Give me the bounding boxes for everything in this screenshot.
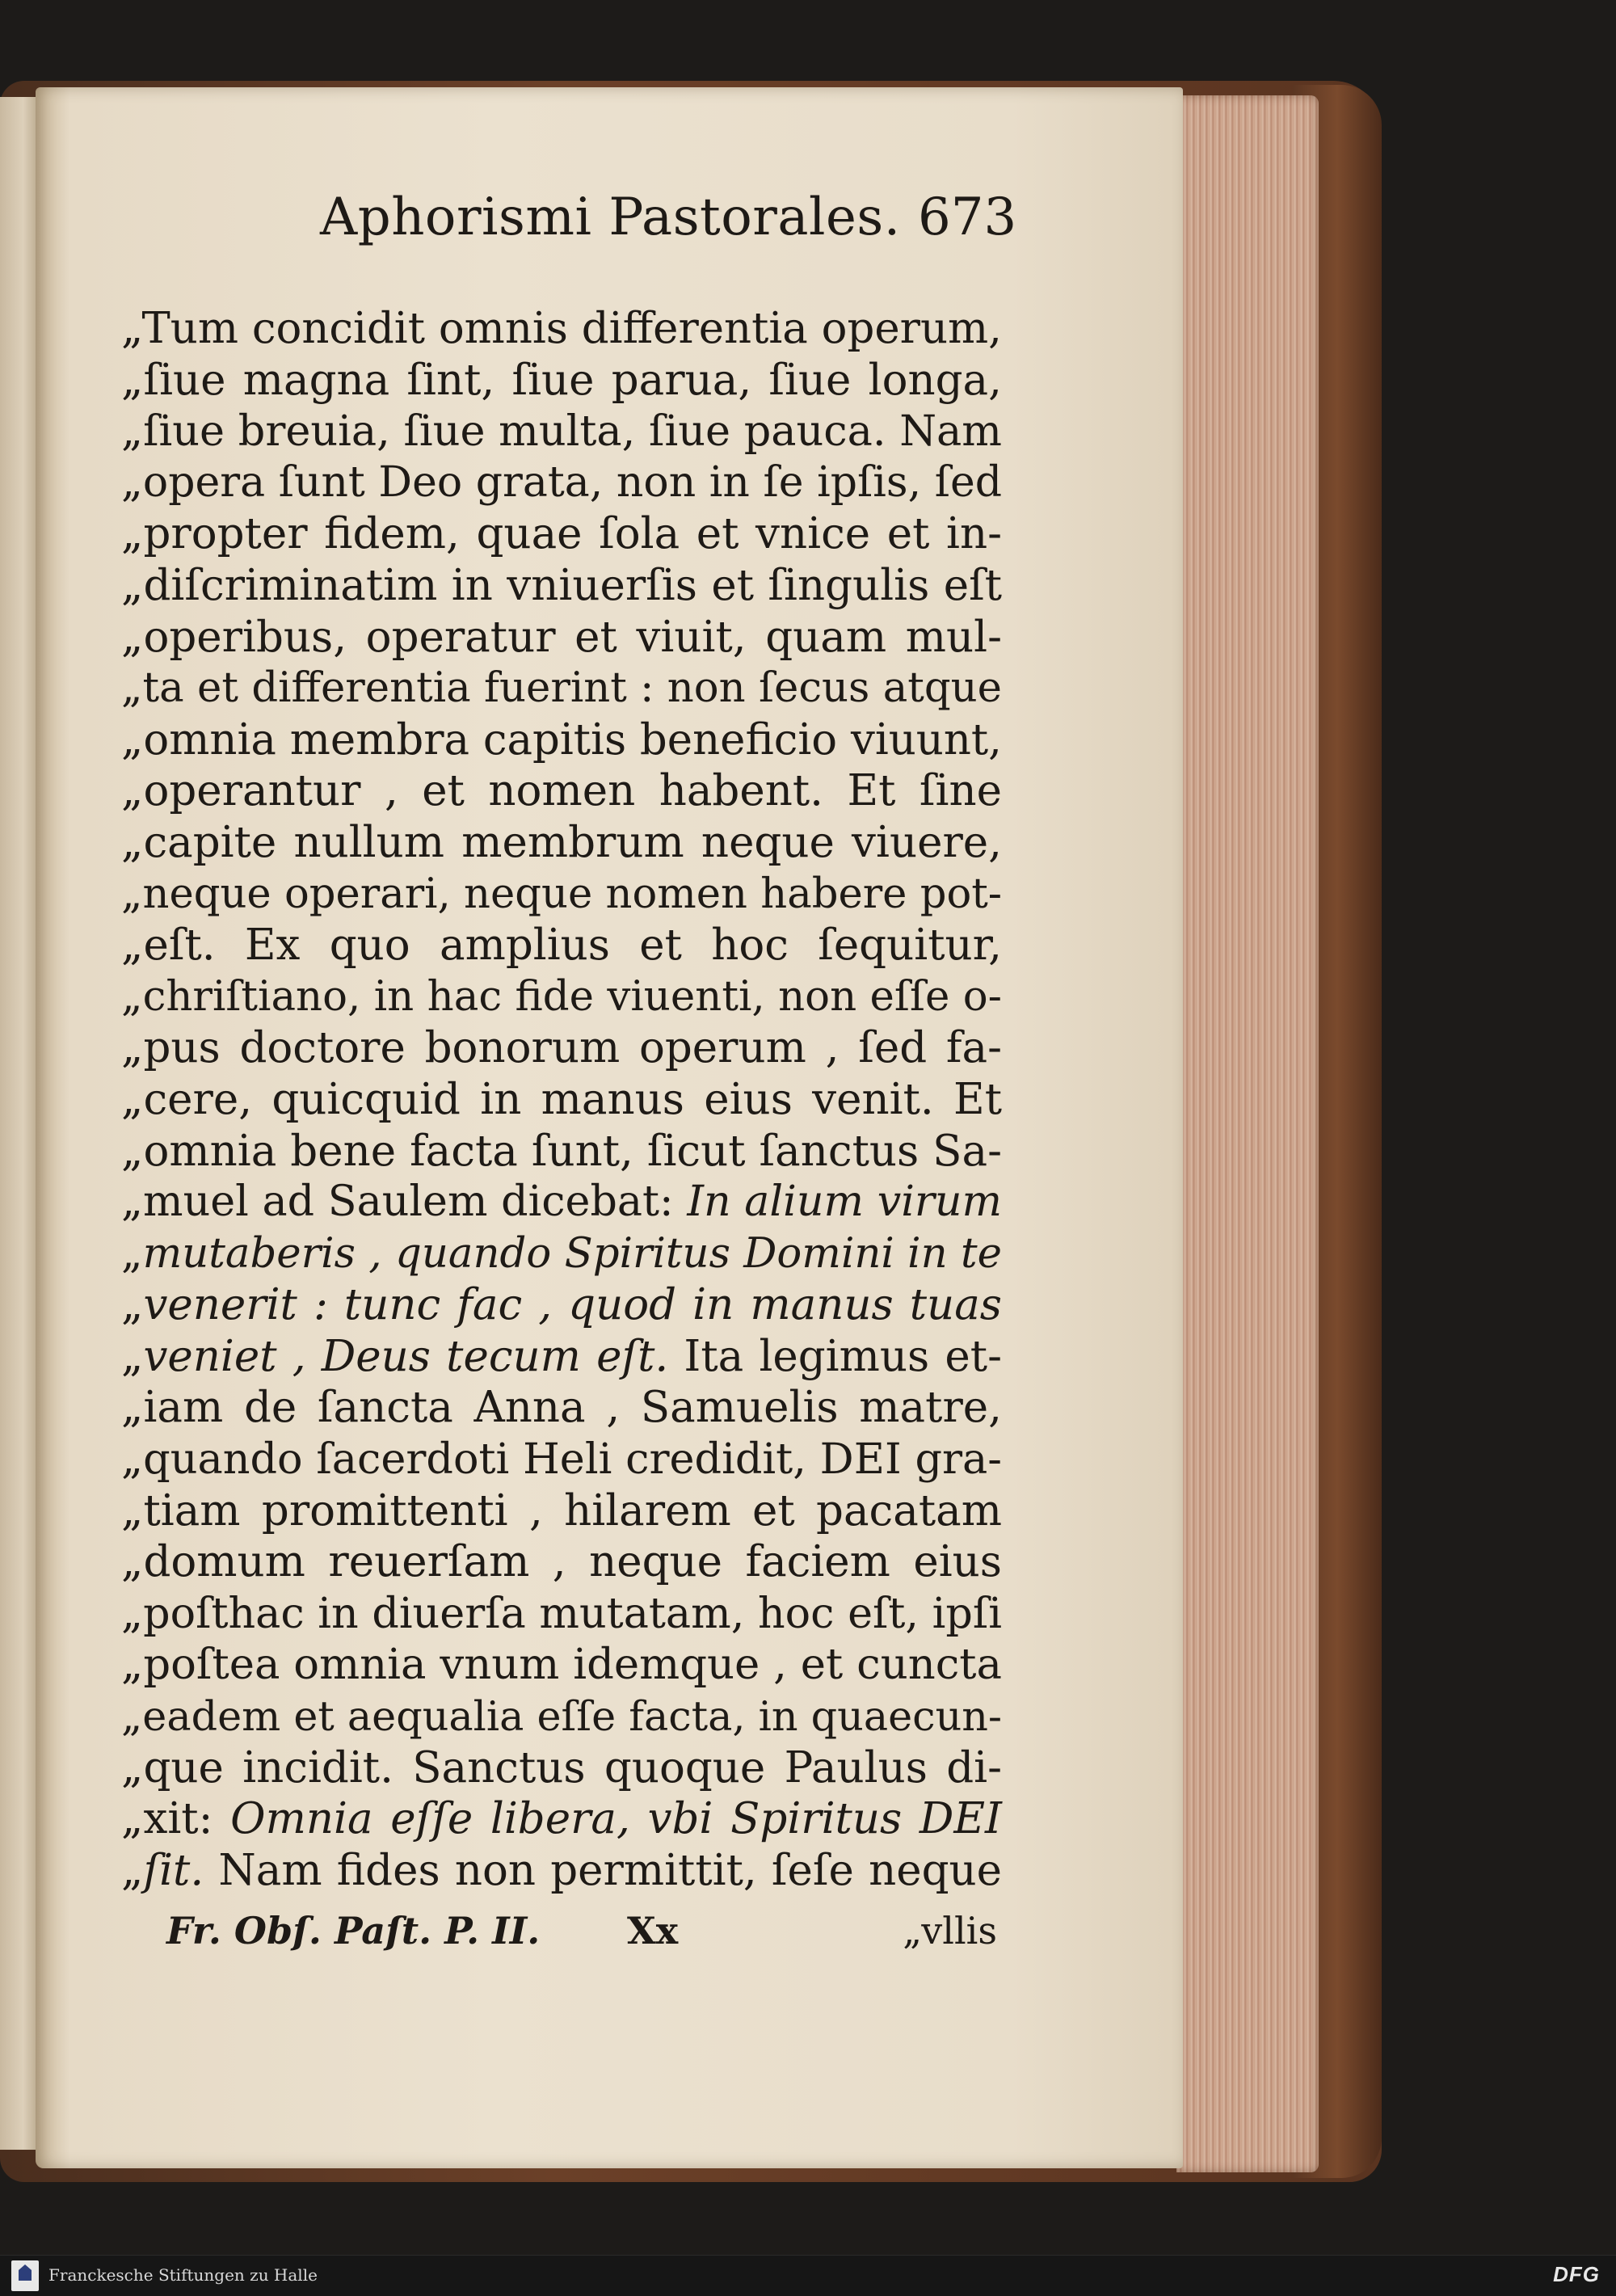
- text-segment: „poſthac in diuerſa mutatam, hoc eſt, ipſi: [121, 1588, 1002, 1638]
- text-segment: „: [121, 1280, 144, 1330]
- institution-logo-icon: [11, 2260, 39, 2291]
- text-line: [121, 663, 1002, 714]
- text-line: [121, 612, 1002, 664]
- text-line: [121, 1177, 1002, 1228]
- text-line: [121, 817, 1002, 869]
- text-line: [121, 920, 1002, 971]
- text-segment: „xit:: [121, 1794, 231, 1844]
- text-segment: „poſtea omnia vnum idemque , et cuncta: [121, 1640, 1002, 1690]
- text-segment: „ta et differentia fuerint : non ſecus atque: [121, 664, 1002, 713]
- text-line: [121, 1536, 1002, 1588]
- text-segment: „opera ſunt Deo grata, non in ſe ipſis, ſed: [121, 457, 1002, 507]
- text-segment: „eſt. Ex quo amplius et hoc ſequitur,: [121, 921, 1002, 971]
- page-edges: [1176, 95, 1319, 2172]
- text-line: [121, 765, 1002, 817]
- text-line: [121, 1639, 1002, 1691]
- text-segment: „: [121, 1331, 144, 1381]
- text-segment: „cere, quicquid in manus eius venit. Et: [121, 1074, 1002, 1124]
- text-segment: „pus doctore bonorum operum , ſed fa-: [121, 1023, 1002, 1073]
- text-segment: Nam fides non permittit, ſeſe neque: [204, 1845, 1002, 1895]
- text-segment: „: [121, 1845, 144, 1895]
- text-segment: „omnia bene facta ſunt, ſicut ſanctus Sa-: [121, 1126, 1002, 1176]
- text-segment: „Tum concidit omnis differentia operum,: [121, 304, 1002, 353]
- text-line: [121, 1434, 1002, 1485]
- text-line: [121, 508, 1002, 560]
- text-line: [121, 1588, 1002, 1640]
- text-segment: „capite nullum membrum neque viuere,: [121, 817, 1002, 867]
- running-head: Aphorismi Pastorales.: [320, 187, 901, 247]
- text-line: [121, 1742, 1002, 1794]
- text-segment: „neque operari, neque nomen habere pot-: [121, 870, 1003, 918]
- text-segment: „omnia membra capitis beneficio viuunt,: [121, 714, 1002, 765]
- text-line: [121, 714, 1002, 766]
- text-segment: Ita legimus et-: [668, 1331, 1002, 1381]
- catchword: „vllis: [903, 1909, 997, 1953]
- text-segment: „muel ad Saulem dicebat:: [121, 1177, 688, 1227]
- institution-name: Franckesche Stiftungen zu Halle: [48, 2265, 318, 2285]
- text-segment: In alium virum: [687, 1177, 1002, 1227]
- text-segment: „tiam promittenti , hilarem et pacatam: [121, 1485, 1002, 1536]
- text-segment: ſit.: [143, 1845, 204, 1895]
- text-segment: „operantur , et nomen habent. Et ſine: [121, 766, 1002, 816]
- text-line: [121, 971, 1002, 1023]
- text-line: [121, 1845, 1002, 1897]
- text-line: [121, 406, 1002, 457]
- text-segment: mutaberis , quando Spiritus Domini in te: [142, 1228, 1002, 1278]
- page-number: 673: [918, 187, 1017, 247]
- text-line: [121, 1382, 1002, 1434]
- text-line: [121, 1691, 1002, 1742]
- text-segment: „iam de ſancta Anna , Samuelis matre,: [121, 1383, 1002, 1433]
- text-segment: „quando ſacerdoti Heli credidit, DEI gra-: [121, 1434, 1002, 1485]
- text-segment: veniet , Deus tecum eſt.: [143, 1331, 669, 1381]
- viewer-footer-bar: [0, 2255, 1616, 2296]
- text-line: [121, 303, 1002, 355]
- page-footer: [166, 1909, 997, 1957]
- text-line: [121, 560, 1002, 612]
- text-line: [121, 1022, 1002, 1074]
- text-line: [121, 1074, 1002, 1126]
- text-segment: „chriſtiano, in hac fide viuenti, non eſſe o-: [121, 971, 1002, 1021]
- left-page-edge: [0, 97, 39, 2150]
- body-text: [121, 303, 1002, 1896]
- text-line: [121, 1331, 1002, 1383]
- text-segment: „ſiue breuia, ſiue multa, ſiue pauca. Nam: [121, 407, 1002, 457]
- text-segment: „que incidit. Sanctus quoque Paulus di-: [121, 1742, 1002, 1793]
- text-line: [121, 355, 1002, 407]
- text-line: [121, 457, 1002, 509]
- text-line: [121, 1793, 1002, 1845]
- text-segment: „eadem et aequalia eſſe facta, in quaecun-: [121, 1692, 1003, 1741]
- signature-mark: Xx: [627, 1909, 679, 1953]
- text-line: [121, 1228, 1002, 1280]
- text-line: [121, 1126, 1002, 1177]
- text-line: [121, 1279, 1002, 1331]
- text-segment: venerit : tunc fac , quod in manus tuas: [143, 1280, 1002, 1330]
- text-segment: „diſcriminatim in vniuerſis et ſingulis eſt: [121, 560, 1002, 610]
- text-segment: Omnia eſſe libera, vbi Spiritus DEI: [230, 1794, 1002, 1844]
- text-segment: „: [121, 1228, 143, 1278]
- dfg-logo: DFG: [1553, 2262, 1600, 2286]
- text-segment: „propter fidem, quae ſola et vnice et in-: [121, 509, 1002, 559]
- text-segment: „operibus, operatur et viuit, quam mul-: [121, 612, 1002, 662]
- text-line: [121, 869, 1002, 921]
- text-line: [121, 1485, 1002, 1537]
- text-segment: „domum reuerſam , neque faciem eius: [121, 1537, 1002, 1587]
- text-segment: „ſiue magna ſint, ſiue parua, ſiue longa,: [121, 355, 1002, 405]
- signature-line: Fr. Obſ. Paſt. P. II.: [166, 1909, 541, 1953]
